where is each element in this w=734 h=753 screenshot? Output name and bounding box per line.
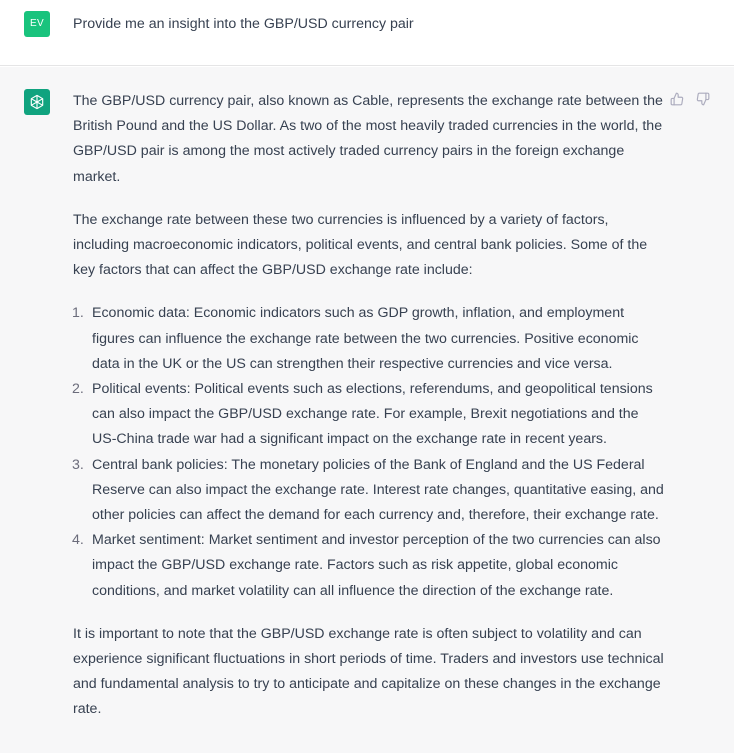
list-item-text: Political events: Political events such as elections, referendums, and geopolitical tensions can also impact the GBP/USD exchange rate. For example, Brexit negotiations and the US-China trade war had a significant impact on the exchange rate in recent years. (92, 381, 653, 448)
user-message-text: Provide me an insight into the GBP/USD currency pair (73, 16, 414, 32)
list-item (73, 453, 665, 529)
list-item-text: Central bank policies: The monetary policies of the Bank of England and the US Federal Reserve can also impact the exchange rate. Interest rate changes, quantitative easing, and other policies can affect the demand for each currency and, therefore, their exchange rate. (92, 456, 664, 524)
list-item-number: 1. (72, 305, 84, 322)
intro-paragraph-1: The GBP/USD currency pair, also known as Cable, represents the exchange rate between the British Pound and the US Dollar. As two of the most heavily traded currencies in the world, the GBP/USD pair is among the most actively traded currency pairs in the foreign exchange market. (73, 93, 663, 185)
list-item-text: Economic data: Economic indicators such as GDP growth, inflation, and employment figures can influence the exchange rate between the two currencies. Positive economic data in the UK or the US can strengthen their respective currencies and vice versa. (92, 305, 639, 372)
outro-paragraph: It is important to note that the GBP/USD exchange rate is often subject to volatility and can experience significant fluctuations in short periods of time. Traders and investors use technical and fundamental analysis to try to anticipate and capitalize on these changes in the exchange rate. (73, 625, 664, 718)
factor-list (73, 301, 665, 603)
assistant-message (0, 67, 734, 753)
list-item-number: 4. (72, 532, 84, 549)
list-item (73, 377, 665, 453)
thumbs-down-button[interactable] (694, 90, 712, 108)
list-item (73, 301, 665, 377)
list-item-number: 2. (72, 381, 84, 398)
list-item-number: 3. (72, 456, 84, 473)
list-item-text: Market sentiment: Market sentiment and investor perception of the two currencies can also impact the GBP/USD exchange rate. Factors such as risk appetite, global economic conditions, and market volatility can all influence the direction of the exchange rate. (92, 532, 661, 599)
thumbs-down-icon (696, 92, 710, 106)
user-avatar: EV (24, 11, 50, 37)
thumbs-up-button[interactable] (668, 90, 686, 108)
thumbs-up-icon (670, 92, 684, 106)
intro-paragraph-2: The exchange rate between these two currencies is influenced by a variety of factors, including macroeconomic indicators, political events, and central bank policies. Some of the key factors that can affect the GBP/USD exchange rate include: (73, 211, 648, 279)
feedback-buttons (668, 90, 712, 108)
user-message (0, 0, 734, 66)
openai-logo-icon (24, 89, 50, 115)
assistant-message-content (73, 89, 665, 741)
list-item (73, 528, 665, 604)
